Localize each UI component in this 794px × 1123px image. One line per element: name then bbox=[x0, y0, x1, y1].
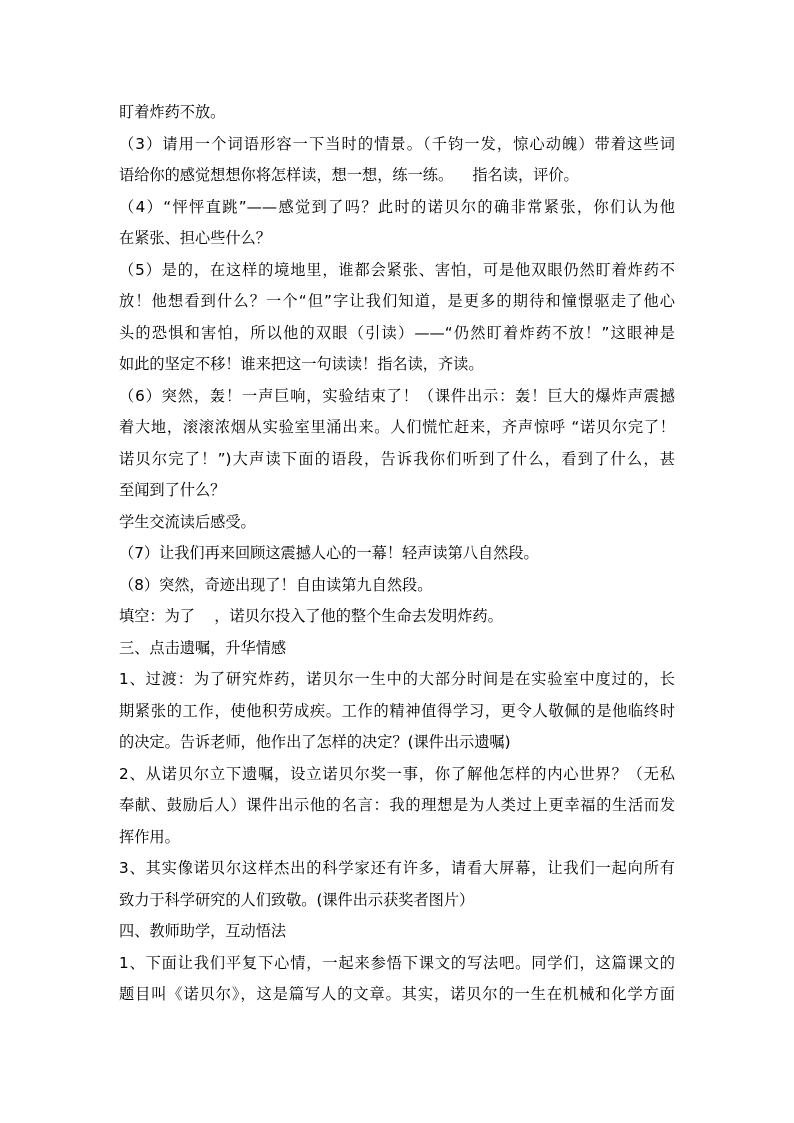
text-line: 1、过渡：为了研究炸药，诺贝尔一生中的大部分时间是在实验室中度过的，长 bbox=[119, 670, 675, 688]
text-line: 奉献、鼓励后人）课件出示他的名言：我的理想是为人类过上更幸福的生活而发 bbox=[119, 796, 675, 814]
text-line: （8）突然，奇迹出现了！自由读第九自然段。 bbox=[119, 575, 433, 594]
section-heading: 四、教师助学，互动悟法 bbox=[119, 922, 287, 940]
text-line: 2、从诺贝尔立下遗嘱，设立诺贝尔奖一事，你了解他怎样的内心世界？（无私 bbox=[119, 764, 675, 783]
text-line: （3）请用一个词语形容一下当时的情景。（千钧一发，惊心动魄）带着这些词 bbox=[119, 134, 675, 153]
text-line: 3、其实像诺贝尔这样杰出的科学家还有许多，请看大屏幕，让我们一起向所有 bbox=[119, 859, 675, 877]
text-line: 题目叫《诺贝尔》，这是篇写人的文章。其实，诺贝尔的一生在机械和化学方面 bbox=[119, 985, 675, 1003]
text-line: 放！他想看到什么？一个“但”字让我们知道，是更多的期待和憧憬驱走了他心 bbox=[119, 292, 675, 310]
text-line: （7）让我们再来回顾这震撼人心的一幕！轻声读第八自然段。 bbox=[119, 544, 539, 562]
text-line: 着大地，滚滚浓烟从实验室里涌出来。人们慌忙赶来，齐声惊呼 “诺贝尔完了！ bbox=[119, 418, 675, 436]
text-line: 挥作用。 bbox=[119, 827, 180, 846]
text-line: 如此的坚定不移！谁来把这一句读读！指名读，齐读。 bbox=[119, 355, 484, 373]
text-line: 语给你的感觉想想你将怎样读，想一想，练一练。 指名读，评价。 bbox=[119, 166, 579, 184]
text-line: 头的恐惧和害怕，所以他的双眼（引读）——“仍然盯着炸药不放！”这眼神是 bbox=[119, 323, 675, 342]
text-line: 学生交流读后感受。 bbox=[119, 512, 256, 531]
text-line: 1、下面让我们平复下心情，一起来参悟下课文的写法吧。同学们，这篇课文的 bbox=[119, 953, 675, 972]
text-line: 在紧张、担心些什么？ bbox=[119, 229, 271, 247]
text-line: （4）“怦怦直跳”——感觉到了吗？此时的诺贝尔的确非常紧张，你们认为他 bbox=[119, 197, 675, 216]
text-line: （6）突然，轰！一声巨响，实验结束了！（课件出示：轰！巨大的爆炸声震撼 bbox=[119, 386, 675, 405]
text-line: 致力于科学研究的人们致敬。(课件出示获奖者图片） bbox=[119, 890, 475, 909]
text-line: 填空：为了 ，诺贝尔投入了他的整个生命去发明炸药。 bbox=[119, 607, 503, 625]
text-line: （5）是的，在这样的境地里，谁都会紧张、害怕，可是他双眼仍然盯着炸药不 bbox=[119, 260, 675, 279]
text-line: 盯着炸药不放。 bbox=[119, 103, 226, 121]
text-line: 的决定。告诉老师，他作出了怎样的决定？(课件出示遗嘱) bbox=[119, 733, 511, 751]
text-line: 至闻到了什么？ bbox=[119, 481, 226, 499]
text-line: 诺贝尔完了！”)大声读下面的语段，告诉我你们听到了什么，看到了什么，甚 bbox=[119, 449, 675, 468]
text-line: 期紧张的工作，使他积劳成疾。工作的精神值得学习，更令人敬佩的是他临终时 bbox=[119, 701, 675, 720]
document-body bbox=[119, 97, 675, 1011]
section-heading: 三、点击遗嘱，升华情感 bbox=[119, 638, 287, 657]
